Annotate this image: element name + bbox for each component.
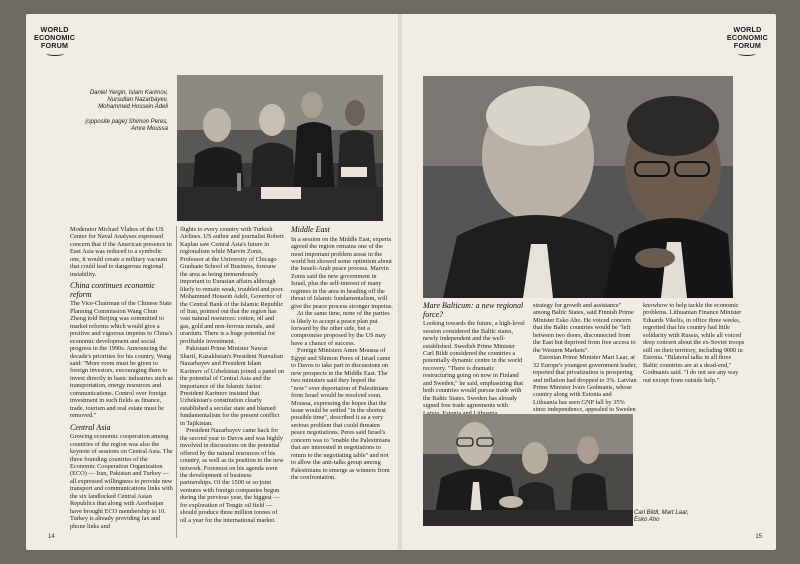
left-page xyxy=(26,14,398,550)
wef-logo: WORLD ECONOMIC FORUM xyxy=(34,26,75,56)
right-column-3: knowhow to help tackle the economic problems. Lithuanian Finance Minister Eduards Vikelis, in office three weeks, regretted that his country had little solidarity with Russia, while all voiced deep concern about the ex-Soviet troops still on their territory, including 9000 in Estonia. "Bilateral talks in all three Baltic countries are at a dead-end," Godmanis said. "I do not see any way out except from outside help." xyxy=(643,302,745,384)
left-column-1: Moderator Michael Vlahos of the US Center for Naval Analyses expressed concern that if the American presence in East Asia was reduced to a symbolic one, it would create a military vacuum that could lead to dangerous regional instability. China continues economic reform The Vice-Chairman of the Chinese State Planning Commission Wang Chun Zheng told Beijing was committed to market reforms which would give a positive and vigorous impetus to China's economic development and social progress in the 1990s. Announcing the decade's priorities for his country, Wang said: "More room must be given to foreign investors, encouraging them to invest directly in basic industries such as transportation, energy resources and communications. Control over foreign investment in such fields as finance, trade, tourism and real estate must be removed." Central Asia Growing economic cooperation among countries of the region was also the keynote of sessions on Central Asia. The three founding countries of the Economic Cooperation Organization (ECO) — Iran, Pakistan and Turkey — all expressed willingness to provide new transport and communications links with the six landlocked Central Asian Republics that along with Azerbaijan have brought ECO membership to 10. Turkey is already providing fax and phone links and xyxy=(70,226,173,530)
page-number: 15 xyxy=(755,534,762,540)
panel-photo xyxy=(177,75,383,221)
page-number: 14 xyxy=(48,534,55,540)
left-column-3: Middle East In a session on the Middle East, experts agreed the region remains one of the most important problem areas in the world but showed some optimism about the Israeli-Arab peace process. Marvin Zonis said the new government in Israel, plus the self-interest of many regimes in the area in heading off the threat of Islamic fundamentalism, will give the peace process stronger impetus. At the same time, none of the parties is likely to accept a peace plan put forward by the other side, but a compromise proposed by the US may have a chance of success. Foreign Ministers Amre Moussa of Egypt and Shimon Peres of Israel came to Davos to take part in discussions on new prospects in the Middle East. The two ministers said they hoped the "now" over deportation of Palestinians from Israel would be resolved soon. Moussa, expressing the hopes that the issue would be settled "in the shortest possible time", described it as a very serious problem that could threaten peace negotiations. Peres said Israel's concern was to "enable the Palestinians that are interested in negotiations to return to the negotiating table" and not to allow the anti-talks group among Palestinians to emerge as winners from the confrontation. xyxy=(291,225,393,482)
column-rule xyxy=(176,226,177,538)
peres-moussa-photo xyxy=(423,76,733,298)
photo-caption: Daniel Yergin, Islam Karimov, Nursultan Nazarbayev, Mohammed Hossein Adeli (opposite page) Shimon Peres, Amre Moussa xyxy=(85,90,168,132)
section-heading: Central Asia xyxy=(70,422,111,432)
photo-caption: Carl Bildt, Mart Laar, Esko Aho xyxy=(634,510,689,524)
right-page xyxy=(402,14,776,550)
section-heading: China continues economic reform xyxy=(70,281,155,299)
left-column-2: flights to every country with Turkish Airlines. US author and journalist Robert Kaplan saw Central Asia's future in regionalism while Marvin Zonis, Professor at the University of Chicago Graduate School of Business, foresaw the area as being tremendously important to Eurasian affairs although likely to remain weak, troubled and poor. Mohammed Hossein Adeli, Governor of the Central Bank of the Islamic Republic of Iran, pointed out that the region has vast natural resources: cotton, oil and gas, gold and non-ferrous metals, and uranium. There is a huge potential for profitable investment. Pakistani Prime Minister Nawaz Sharif, Kazakhstan's President Nursultan Nazarbayev and President Islam Karimov of Uzbekistan joined a panel on the potential of Central Asia and the importance of the Islamic factor. President Karimov insisted that Uzbekistan's constitution clearly established a secular state and blamed fundamentalism for the present conflict in Tajikistan. President Nazarbayev came back for the second year to Davos and was highly involved in discussions on the potential offered by the natural resources of his country, as well as its position in the new network. Foremost on his agenda were the development of business partnerships. Of the 1500 or so joint ventures with foreign companies begun during the previous year, the biggest — for exploration of Tengiz oil field — should produce three million tonnes of oil a year for the international market. xyxy=(180,226,284,524)
wef-logo: WORLD ECONOMIC FORUM xyxy=(727,26,768,56)
logo-arc xyxy=(46,51,64,56)
section-heading: Middle East xyxy=(291,225,330,234)
right-column-1: Mare Balticum: a new regional force? Looking towards the future, a high-level session considered the Baltic states, newly independent and the well-established. Swedish Prime Minister Carl Bildt considered the countries a potentially dynamic centre in the world recovery. "There is dramatic restructuring going on now in Finland and Sweden," he said, emphasizing that both countries would pursue trade with the Baltic States. Sweden has already signed free trade agreements with xyxy=(423,302,527,425)
baltic-leaders-photo xyxy=(423,414,633,526)
section-heading: Mare Balticum: a new regional force? xyxy=(423,301,524,319)
logo-arc xyxy=(738,51,756,56)
right-column-2: strategy for growth and assistance" among Baltic States, said Finnish Prime Minister Esko Aho. He voiced concern that the Baltic countries would be "left between two doors, disconnected from the East but deprived from free access to the Western Markets". Estonian Prime Minister Mart Laar, at 32 Europe's youngest government leader, reported that privatization is prospering and inflation had dropped to 3%. Latvian Prime Minister Ivars Godmanis, whose country along with Estonia and Lithuania has seen GNP fall by 35% since independence, appealed to Sweden xyxy=(533,302,637,414)
